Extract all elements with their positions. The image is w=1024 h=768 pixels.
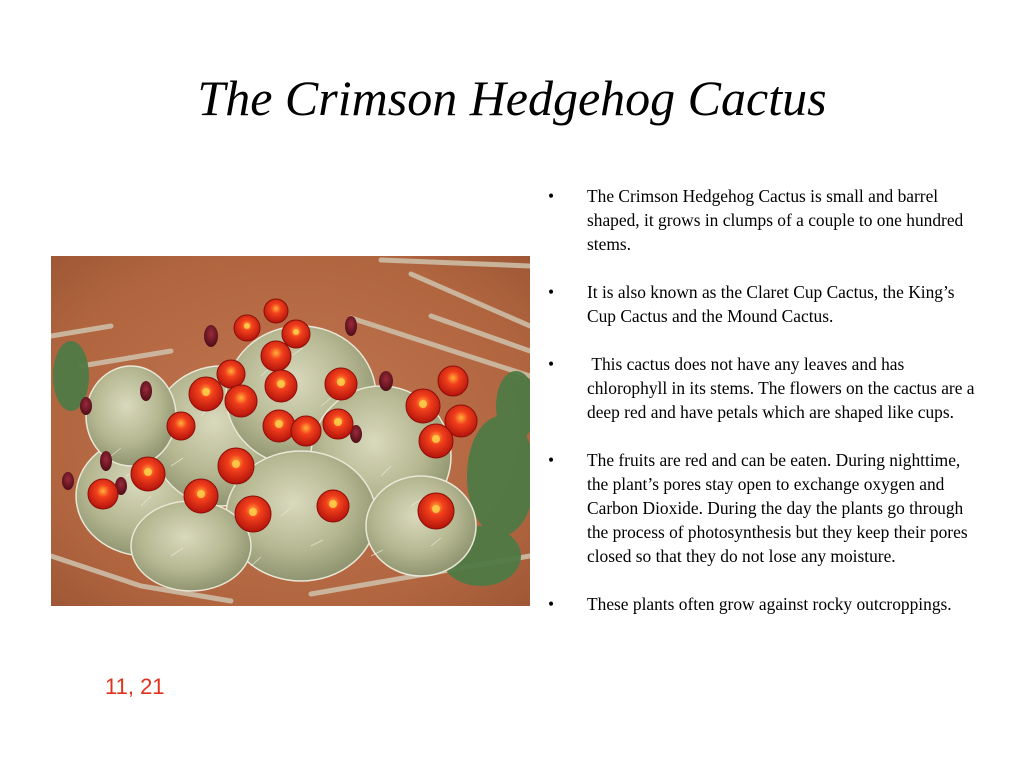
bullet-marker: • — [548, 354, 555, 374]
bullet-item — [548, 448, 984, 568]
bullet-marker: • — [548, 282, 555, 302]
bullet-marker: • — [548, 186, 555, 206]
bullet-item — [548, 184, 984, 256]
bullet-list — [548, 184, 984, 640]
bullet-marker: • — [548, 450, 555, 470]
bullet-text: The Crimson Hedgehog Cactus is small and barrel shaped, it grows in clumps of a couple to one hundred stems. — [587, 186, 964, 254]
bullet-text: It is also known as the Claret Cup Cactus, the King’s Cup Cactus and the Mound Cactus. — [587, 282, 955, 326]
bullet-text: These plants often grow against rocky outcroppings. — [587, 594, 952, 614]
slide-title: The Crimson Hedgehog Cactus — [197, 70, 827, 126]
bullet-text: This cactus does not have any leaves and has chlorophyll in its stems. The flowers on the cactus are a deep red and have petals which are shaped like cups. — [587, 354, 979, 422]
bullet-item — [548, 280, 984, 328]
bullet-item — [548, 592, 984, 616]
bullet-item — [548, 352, 984, 424]
bullet-marker: • — [548, 594, 555, 614]
cactus-photo — [51, 256, 530, 606]
bullet-text: The fruits are red and can be eaten. During nighttime, the plant’s pores stay open to exchange oxygen and Carbon Dioxide. During the day the plants go through the process of photosynthesis but they keep their pores closed so that they do not lose any moisture. — [587, 450, 968, 566]
page-number: 11, 21 — [105, 674, 165, 699]
